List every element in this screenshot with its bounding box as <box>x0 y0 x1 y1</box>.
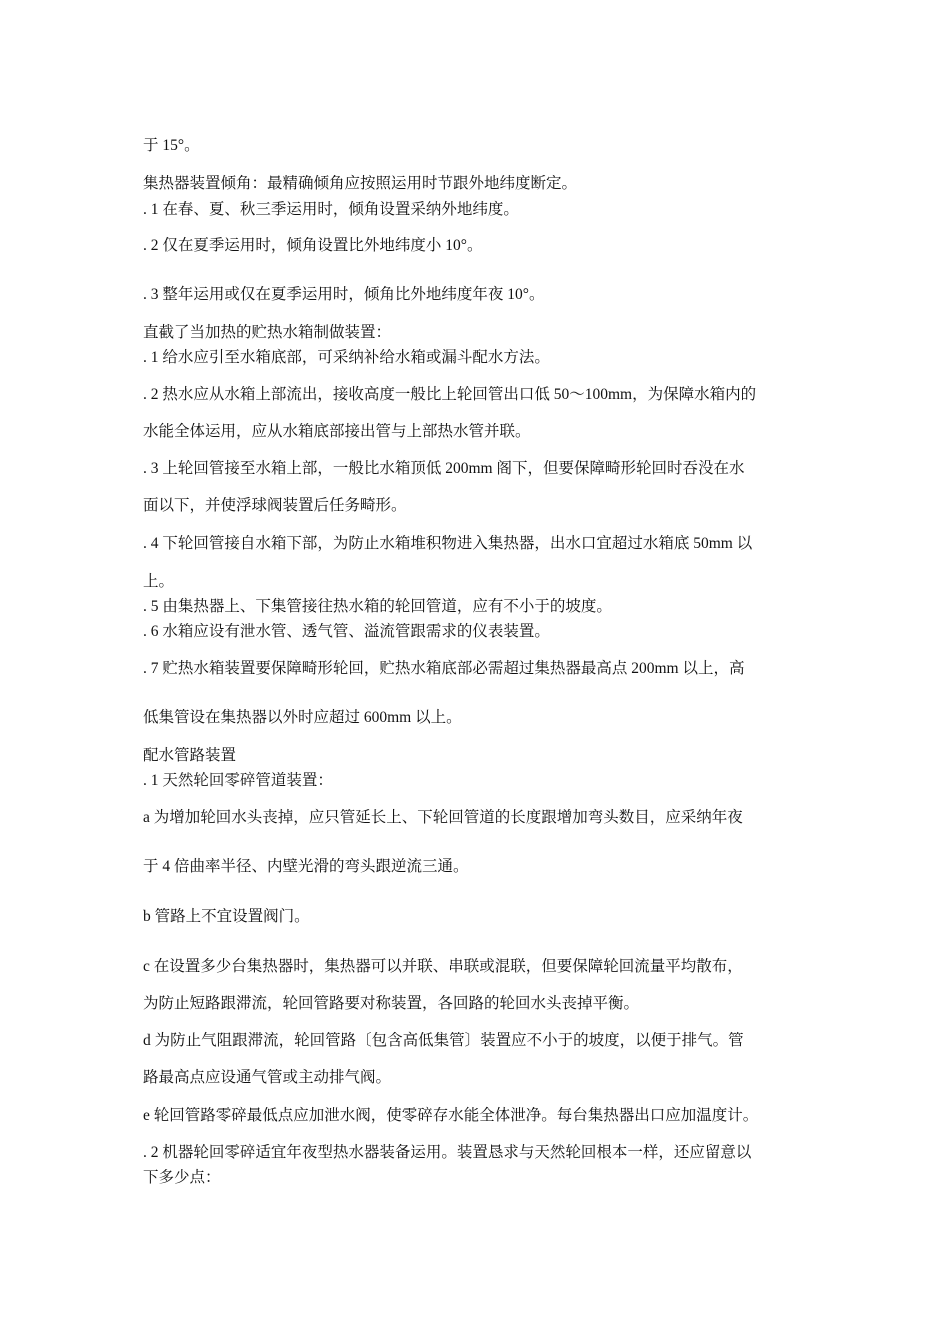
text-line: 面以下，并使浮球阀装置后任务畸形。 <box>143 497 407 514</box>
text-line: . 2 机器轮回零碎适宜年夜型热水器装备运用。装置恳求与天然轮回根本一样，还应留意以 <box>143 1144 752 1161</box>
text-line: . 4 下轮回管接自水箱下部，为防止水箱堆积物进入集热器，出水口宜超过水箱底 50mm 以 <box>143 535 753 552</box>
text-line: e 轮回管路零碎最低点应加泄水阀，使零碎存水能全体泄净。每台集热器出口应加温度计。 <box>143 1107 759 1124</box>
text-line: 上。 <box>143 573 175 590</box>
text-line: 为防止短路跟滞流，轮回管路要对称装置，各回路的轮回水头丧掉平衡。 <box>143 995 640 1012</box>
text-line: . 6 水箱应设有泄水管、透气管、溢流管跟需求的仪表装置。 <box>143 623 550 640</box>
text-line: . 5 由集热器上、下集管接往热水箱的轮回管道，应有不小于的坡度。 <box>143 598 612 615</box>
text-line: . 7 贮热水箱装置要保障畸形轮回，贮热水箱底部必需超过集热器最高点 200mm 以上，高 <box>143 660 745 677</box>
text-line: c 在设置多少台集热器时，集热器可以并联、串联或混联，但要保障轮回流量平均散布， <box>143 958 743 975</box>
text-line: d 为防止气阻跟滞流，轮回管路〔包含高低集管〕装置应不小于的坡度，以便于排气。管 <box>143 1032 744 1049</box>
text-line: 集热器装置倾角：最精确倾角应按照运用时节跟外地纬度断定。 <box>143 175 578 192</box>
text-line: 下多少点： <box>143 1169 221 1186</box>
text-line: 配水管路装置 <box>143 747 237 764</box>
text-line: . 2 热水应从水箱上部流出，接收高度一般比上轮回管出口低 50～100mm，为保障水箱内的 <box>143 386 757 403</box>
text-line: . 1 给水应引至水箱底部，可采纳补给水箱或漏斗配水方法。 <box>143 349 550 366</box>
text-line: 于 4 倍曲率半径、内壁光滑的弯头跟逆流三通。 <box>143 858 469 875</box>
text-line: 水能全体运用，应从水箱底部接出管与上部热水管并联。 <box>143 423 531 440</box>
text-line: . 3 上轮回管接至水箱上部，一般比水箱顶低 200mm 阁下，但要保障畸形轮回时吞没在水 <box>143 460 745 477</box>
text-line: . 2 仅在夏季运用时，倾角设置比外地纬度小 10°。 <box>143 237 483 254</box>
text-line: . 1 在春、夏、秋三季运用时，倾角设置采纳外地纬度。 <box>143 201 519 218</box>
text-line: 路最高点应设通气管或主动排气阀。 <box>143 1069 392 1086</box>
text-line: 于 15°。 <box>143 137 200 154</box>
text-line: a 为增加轮回水头丧掉，应只管延长上、下轮回管道的长度跟增加弯头数目，应采纳年夜 <box>143 809 743 826</box>
text-line: . 3 整年运用或仅在夏季运用时，倾角比外地纬度年夜 10°。 <box>143 286 545 303</box>
text-line: . 1 天然轮回零碎管道装置： <box>143 772 333 789</box>
text-line: 直截了当加热的贮热水箱制做装置： <box>143 324 392 341</box>
text-line: 低集管设在集热器以外时应超过 600mm 以上。 <box>143 709 462 726</box>
text-line: b 管路上不宜设置阀门。 <box>143 908 310 925</box>
